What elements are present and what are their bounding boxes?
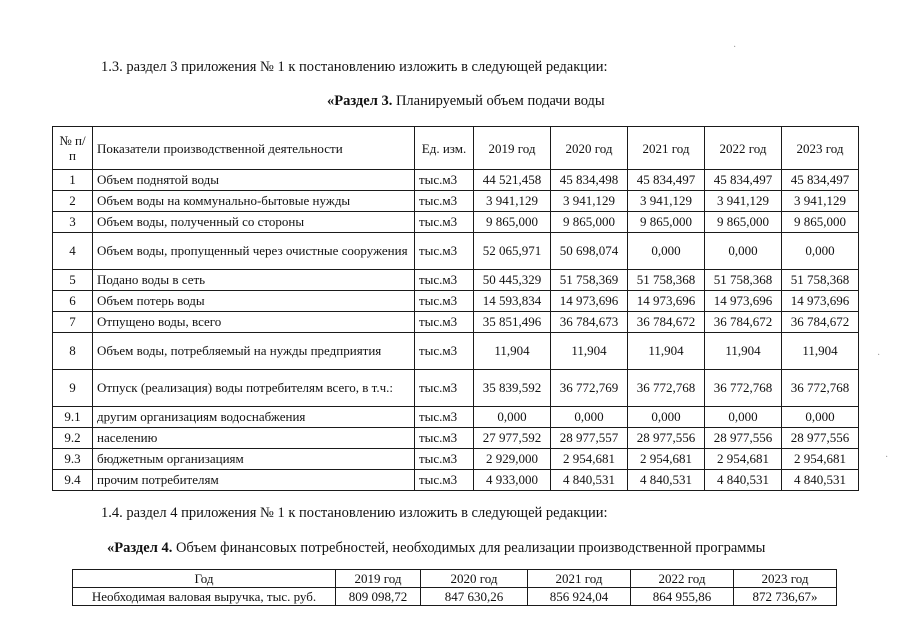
row-no: 8 <box>53 333 93 370</box>
scan-speck: · <box>733 42 737 53</box>
row-value-2022: 4 840,531 <box>705 470 782 491</box>
row-value-2019: 0,000 <box>474 407 551 428</box>
row-value-2023: 0,000 <box>782 233 859 270</box>
header-indicator: Показатели производственной деятельности <box>93 127 415 170</box>
row-value-2020: 51 758,369 <box>551 270 628 291</box>
row-value-2020: 50 698,074 <box>551 233 628 270</box>
row-name: другим организациям водоснабжения <box>93 407 415 428</box>
header-year-2019: 2019 год <box>474 127 551 170</box>
row-no: 9.4 <box>53 470 93 491</box>
row-value-2022: 36 784,672 <box>705 312 782 333</box>
row-name: населению <box>93 428 415 449</box>
row-value-2023: 45 834,497 <box>782 170 859 191</box>
row-name: Объем воды на коммунально-бытовые нужды <box>93 191 415 212</box>
row-no: 6 <box>53 291 93 312</box>
revenue-header-row <box>73 570 837 588</box>
row-value-2020: 9 865,000 <box>551 212 628 233</box>
header-year-2020: 2020 год <box>551 127 628 170</box>
revenue-value-2020: 847 630,26 <box>421 588 528 606</box>
row-value-2020: 45 834,498 <box>551 170 628 191</box>
header-year-2023: 2023 год <box>782 127 859 170</box>
paragraph-1-3: 1.3. раздел 3 приложения № 1 к постановлению изложить в следующей редакции: <box>101 59 608 75</box>
row-name: Объем поднятой воды <box>93 170 415 191</box>
row-value-2021: 14 973,696 <box>628 291 705 312</box>
table-row <box>53 428 859 449</box>
row-value-2019: 14 593,834 <box>474 291 551 312</box>
header-unit: Ед. изм. <box>415 127 474 170</box>
row-name: Подано воды в сеть <box>93 270 415 291</box>
row-value-2020: 4 840,531 <box>551 470 628 491</box>
row-value-2023: 2 954,681 <box>782 449 859 470</box>
row-value-2021: 28 977,556 <box>628 428 705 449</box>
row-value-2022: 36 772,768 <box>705 370 782 407</box>
section-4-title-rest: Объем финансовых потребностей, необходимых для реализации производственной программы <box>172 540 766 556</box>
row-value-2022: 0,000 <box>705 233 782 270</box>
scan-speck: · <box>885 452 889 463</box>
row-value-2022: 0,000 <box>705 407 782 428</box>
row-value-2023: 51 758,368 <box>782 270 859 291</box>
row-no: 1 <box>53 170 93 191</box>
revenue-value-2022: 864 955,86 <box>631 588 734 606</box>
section-3-title <box>327 93 605 110</box>
row-value-2021: 11,904 <box>628 333 705 370</box>
row-value-2023: 3 941,129 <box>782 191 859 212</box>
row-value-2021: 3 941,129 <box>628 191 705 212</box>
row-value-2021: 36 784,672 <box>628 312 705 333</box>
revenue-value-2023: 872 736,67» <box>734 588 837 606</box>
row-value-2022: 9 865,000 <box>705 212 782 233</box>
row-value-2021: 2 954,681 <box>628 449 705 470</box>
row-value-2021: 51 758,368 <box>628 270 705 291</box>
row-unit: тыс.м3 <box>415 449 474 470</box>
row-name: бюджетным организациям <box>93 449 415 470</box>
row-no: 9 <box>53 370 93 407</box>
row-name: Объем воды, полученный со стороны <box>93 212 415 233</box>
row-unit: тыс.м3 <box>415 333 474 370</box>
row-no: 4 <box>53 233 93 270</box>
row-value-2020: 14 973,696 <box>551 291 628 312</box>
row-value-2023: 4 840,531 <box>782 470 859 491</box>
row-value-2023: 36 784,672 <box>782 312 859 333</box>
header-no: № п/п <box>53 127 93 170</box>
row-value-2020: 0,000 <box>551 407 628 428</box>
row-value-2022: 14 973,696 <box>705 291 782 312</box>
row-value-2020: 28 977,557 <box>551 428 628 449</box>
row-unit: тыс.м3 <box>415 270 474 291</box>
row-value-2019: 11,904 <box>474 333 551 370</box>
row-unit: тыс.м3 <box>415 312 474 333</box>
section-3-title-rest: Планируемый объем подачи воды <box>392 93 605 109</box>
row-value-2020: 2 954,681 <box>551 449 628 470</box>
revenue-year-2021: 2021 год <box>528 570 631 588</box>
row-value-2023: 0,000 <box>782 407 859 428</box>
row-value-2021: 4 840,531 <box>628 470 705 491</box>
row-no: 9.1 <box>53 407 93 428</box>
row-value-2023: 9 865,000 <box>782 212 859 233</box>
revenue-value-2021: 856 924,04 <box>528 588 631 606</box>
row-name: прочим потребителям <box>93 470 415 491</box>
row-value-2021: 0,000 <box>628 407 705 428</box>
row-unit: тыс.м3 <box>415 170 474 191</box>
section-4-title <box>107 540 765 557</box>
row-unit: тыс.м3 <box>415 428 474 449</box>
row-unit: тыс.м3 <box>415 407 474 428</box>
row-value-2022: 2 954,681 <box>705 449 782 470</box>
header-year-2021: 2021 год <box>628 127 705 170</box>
row-unit: тыс.м3 <box>415 191 474 212</box>
row-value-2019: 52 065,971 <box>474 233 551 270</box>
header-year-2022: 2022 год <box>705 127 782 170</box>
section-3-title-bold: «Раздел 3. <box>327 93 393 109</box>
row-unit: тыс.м3 <box>415 233 474 270</box>
revenue-table <box>72 569 837 606</box>
row-value-2023: 14 973,696 <box>782 291 859 312</box>
revenue-header-label: Год <box>73 570 336 588</box>
row-value-2019: 27 977,592 <box>474 428 551 449</box>
row-value-2022: 11,904 <box>705 333 782 370</box>
row-value-2019: 3 941,129 <box>474 191 551 212</box>
table-row <box>53 312 859 333</box>
row-unit: тыс.м3 <box>415 470 474 491</box>
row-value-2019: 50 445,329 <box>474 270 551 291</box>
table-row <box>53 333 859 370</box>
row-value-2023: 28 977,556 <box>782 428 859 449</box>
row-value-2022: 28 977,556 <box>705 428 782 449</box>
row-name: Объем воды, потребляемый на нужды предприятия <box>93 333 415 370</box>
table-row <box>53 470 859 491</box>
row-unit: тыс.м3 <box>415 370 474 407</box>
row-value-2019: 9 865,000 <box>474 212 551 233</box>
revenue-year-2019: 2019 год <box>336 570 421 588</box>
revenue-value-row <box>73 588 837 606</box>
row-value-2021: 0,000 <box>628 233 705 270</box>
row-value-2021: 9 865,000 <box>628 212 705 233</box>
row-no: 9.2 <box>53 428 93 449</box>
row-name: Объем воды, пропущенный через очистные сооружения <box>93 233 415 270</box>
row-value-2022: 3 941,129 <box>705 191 782 212</box>
row-value-2019: 35 851,496 <box>474 312 551 333</box>
row-no: 7 <box>53 312 93 333</box>
row-value-2021: 45 834,497 <box>628 170 705 191</box>
scan-speck: · <box>877 350 881 361</box>
row-value-2020: 36 784,673 <box>551 312 628 333</box>
row-no: 2 <box>53 191 93 212</box>
row-name: Отпущено воды, всего <box>93 312 415 333</box>
table-row <box>53 449 859 470</box>
table-row <box>53 270 859 291</box>
table-row <box>53 370 859 407</box>
row-no: 5 <box>53 270 93 291</box>
revenue-value-2019: 809 098,72 <box>336 588 421 606</box>
revenue-year-2020: 2020 год <box>421 570 528 588</box>
table-row <box>53 170 859 191</box>
row-name: Отпуск (реализация) воды потребителям всего, в т.ч.: <box>93 370 415 407</box>
row-value-2020: 36 772,769 <box>551 370 628 407</box>
table-row <box>53 233 859 270</box>
water-supply-table <box>52 126 859 491</box>
table-row <box>53 291 859 312</box>
table-row <box>53 191 859 212</box>
table-header-row <box>53 127 859 170</box>
row-value-2019: 44 521,458 <box>474 170 551 191</box>
section-4-title-bold: «Раздел 4. <box>107 540 173 556</box>
row-no: 3 <box>53 212 93 233</box>
row-value-2023: 36 772,768 <box>782 370 859 407</box>
table-row <box>53 407 859 428</box>
row-value-2022: 45 834,497 <box>705 170 782 191</box>
row-name: Объем потерь воды <box>93 291 415 312</box>
row-value-2020: 11,904 <box>551 333 628 370</box>
paragraph-1-4: 1.4. раздел 4 приложения № 1 к постановлению изложить в следующей редакции: <box>101 505 608 521</box>
revenue-year-2022: 2022 год <box>631 570 734 588</box>
row-unit: тыс.м3 <box>415 291 474 312</box>
row-unit: тыс.м3 <box>415 212 474 233</box>
revenue-year-2023: 2023 год <box>734 570 837 588</box>
row-value-2019: 35 839,592 <box>474 370 551 407</box>
row-value-2021: 36 772,768 <box>628 370 705 407</box>
revenue-row-label: Необходимая валовая выручка, тыс. руб. <box>73 588 336 606</box>
row-no: 9.3 <box>53 449 93 470</box>
row-value-2022: 51 758,368 <box>705 270 782 291</box>
row-value-2020: 3 941,129 <box>551 191 628 212</box>
table-row <box>53 212 859 233</box>
row-value-2019: 2 929,000 <box>474 449 551 470</box>
row-value-2019: 4 933,000 <box>474 470 551 491</box>
row-value-2023: 11,904 <box>782 333 859 370</box>
